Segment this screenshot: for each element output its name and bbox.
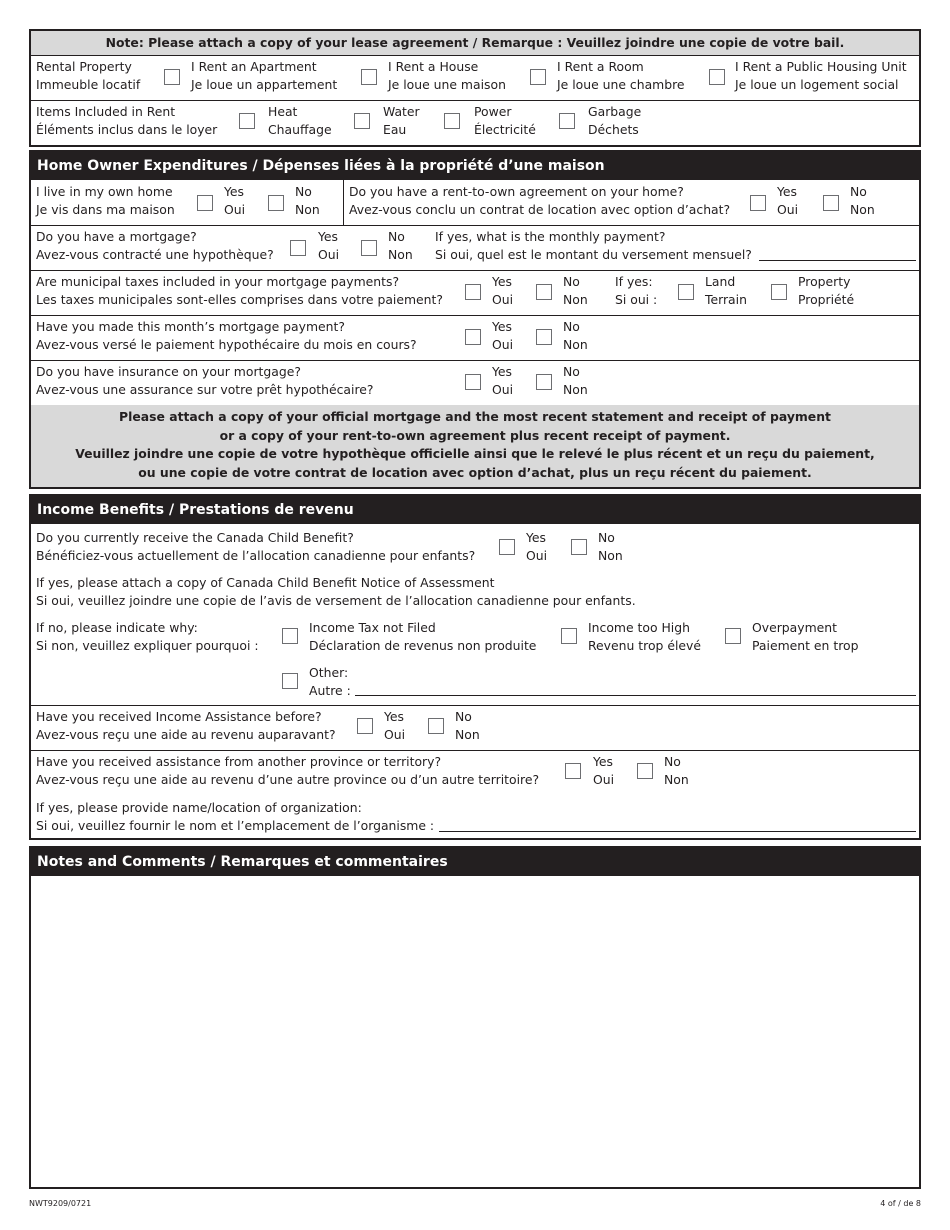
income-header xyxy=(31,496,919,524)
monthly-payment-label-en: If yes, what is the monthly payment? xyxy=(435,229,666,244)
lease-note: Note: Please attach a copy of your lease agreement / Remarque : Veuillez joindre une copie de votre bail. xyxy=(105,35,845,50)
rental-property-label-fr: Immeuble locatif xyxy=(36,77,141,92)
overpayment-checkbox[interactable] xyxy=(725,628,741,644)
other-province-no-en: No xyxy=(664,754,681,769)
rent-room-checkbox[interactable] xyxy=(530,69,546,85)
income-section xyxy=(29,494,921,840)
insurance-no-checkbox[interactable] xyxy=(536,374,552,390)
garbage-checkbox[interactable] xyxy=(559,113,575,129)
power-label-fr: Électricité xyxy=(474,122,536,137)
other-province-label-fr: Avez-vous reçu une aide au revenu d’une autre province ou d’un autre territoire? xyxy=(36,772,540,787)
mortgage-yes-en: Yes xyxy=(318,229,339,244)
water-label-en: Water xyxy=(383,104,420,119)
ccb-yes-en: Yes xyxy=(526,530,547,545)
ccb-attach-en: If yes, please attach a copy of Canada Child Benefit Notice of Assessment xyxy=(36,575,495,590)
own-home-label-fr: Je vis dans ma maison xyxy=(36,202,175,217)
org-name-field[interactable] xyxy=(439,831,916,832)
own-home-label-en: I live in my own home xyxy=(36,184,173,199)
property-checkbox[interactable] xyxy=(771,284,787,300)
lease-note-row xyxy=(31,31,919,56)
rent-to-own-yes-fr: Oui xyxy=(777,202,799,217)
overpayment-en: Overpayment xyxy=(752,620,837,635)
received-before-label-en: Have you received Income Assistance before? xyxy=(36,709,322,724)
income-title: Income Benefits / Prestations de revenu xyxy=(37,502,354,518)
other-province-yes-en: Yes xyxy=(593,754,614,769)
insurance-no-fr: Non xyxy=(563,382,588,397)
notes-section xyxy=(29,846,921,1189)
payment-made-yes-fr: Oui xyxy=(492,337,514,352)
received-before-yes-en: Yes xyxy=(384,709,405,724)
other-province-no-fr: Non xyxy=(664,772,689,787)
heat-label-en: Heat xyxy=(268,104,298,119)
insurance-no-en: No xyxy=(563,364,580,379)
other-reason-checkbox[interactable] xyxy=(282,673,298,689)
payment-made-yes-en: Yes xyxy=(492,319,513,334)
if-yes-label-en: If yes: xyxy=(615,274,653,289)
other-label-fr: Autre : xyxy=(309,683,351,698)
items-included-label-en: Items Included in Rent xyxy=(36,104,176,119)
heat-label-fr: Chauffage xyxy=(268,122,332,137)
other-province-yes-fr: Oui xyxy=(593,772,615,787)
rent-house-label-fr: Je loue une maison xyxy=(388,77,506,92)
land-label-en: Land xyxy=(705,274,736,289)
property-label-fr: Propriété xyxy=(798,292,855,307)
ccb-yes-checkbox[interactable] xyxy=(499,539,515,555)
rent-room-label-en: I Rent a Room xyxy=(557,59,644,74)
rent-apartment-label-en: I Rent an Apartment xyxy=(191,59,317,74)
income-tax-not-filed-checkbox[interactable] xyxy=(282,628,298,644)
property-label-en: Property xyxy=(798,274,851,289)
power-checkbox[interactable] xyxy=(444,113,460,129)
own-home-no-fr: Non xyxy=(295,202,320,217)
mortgage-no-en: No xyxy=(388,229,405,244)
received-before-no-checkbox[interactable] xyxy=(428,718,444,734)
rent-house-checkbox[interactable] xyxy=(361,69,377,85)
mortgage-label-fr: Avez-vous contracté une hypothèque? xyxy=(36,247,274,262)
other-province-no-checkbox[interactable] xyxy=(637,763,653,779)
rent-public-housing-label-en: I Rent a Public Housing Unit xyxy=(735,59,907,74)
municipal-taxes-label-en: Are municipal taxes included in your mortgage payments? xyxy=(36,274,400,289)
mortgage-row xyxy=(31,225,919,271)
municipal-taxes-yes-checkbox[interactable] xyxy=(465,284,481,300)
form-id: NWT9209/0721 xyxy=(29,1199,92,1208)
water-label-fr: Eau xyxy=(383,122,407,137)
payment-made-row xyxy=(31,315,919,361)
rental-property-row xyxy=(31,55,919,101)
ccb-attach-fr: Si oui, veuillez joindre une copie de l’avis de versement de l’allocation canadienne pour enfants. xyxy=(36,593,636,608)
other-province-block xyxy=(31,750,919,838)
payment-made-no-en: No xyxy=(563,319,580,334)
own-home-yes-fr: Oui xyxy=(224,202,246,217)
municipal-taxes-yes-en: Yes xyxy=(492,274,513,289)
land-label-fr: Terrain xyxy=(705,292,747,307)
mortgage-label-en: Do you have a mortgage? xyxy=(36,229,197,244)
ccb-no-en: No xyxy=(598,530,615,545)
rent-house-label-en: I Rent a House xyxy=(388,59,479,74)
items-included-row xyxy=(31,100,919,145)
org-name-label-en: If yes, please provide name/location of organization: xyxy=(36,800,362,815)
water-checkbox[interactable] xyxy=(354,113,370,129)
attach-note-line-4: ou une copie de votre contrat de location avec option d’achat, plus un reçu récent du paiement. xyxy=(138,465,812,480)
mortgage-no-checkbox[interactable] xyxy=(361,240,377,256)
rent-section xyxy=(29,29,921,147)
received-before-yes-fr: Oui xyxy=(384,727,406,742)
income-too-high-checkbox[interactable] xyxy=(561,628,577,644)
org-name-label-fr: Si oui, veuillez fournir le nom et l’emplacement de l’organisme : xyxy=(36,818,435,833)
rent-room-label-fr: Je loue une chambre xyxy=(557,77,685,92)
own-home-no-checkbox[interactable] xyxy=(268,195,284,211)
power-label-en: Power xyxy=(474,104,512,119)
insurance-yes-en: Yes xyxy=(492,364,513,379)
payment-made-yes-checkbox[interactable] xyxy=(465,329,481,345)
land-checkbox[interactable] xyxy=(678,284,694,300)
overpayment-fr: Paiement en trop xyxy=(752,638,859,653)
other-province-label-en: Have you received assistance from another province or territory? xyxy=(36,754,442,769)
items-included-label-fr: Éléments inclus dans le loyer xyxy=(36,122,218,137)
own-home-yes-en: Yes xyxy=(224,184,245,199)
payment-made-no-checkbox[interactable] xyxy=(536,329,552,345)
rent-public-housing-label-fr: Je loue un logement social xyxy=(735,77,899,92)
home-owner-section xyxy=(29,150,921,489)
rent-apartment-label-fr: Je loue un appartement xyxy=(191,77,338,92)
payment-made-no-fr: Non xyxy=(563,337,588,352)
other-label-en: Other: xyxy=(309,665,349,680)
own-home-no-en: No xyxy=(295,184,312,199)
rent-to-own-no-en: No xyxy=(850,184,867,199)
monthly-payment-label-fr: Si oui, quel est le montant du versement mensuel? xyxy=(435,247,752,262)
income-too-high-fr: Revenu trop élevé xyxy=(588,638,701,653)
home-owner-title: Home Owner Expenditures / Dépenses liées à la propriété d’une maison xyxy=(37,158,605,174)
rent-apartment-checkbox[interactable] xyxy=(164,69,180,85)
other-reason-field[interactable] xyxy=(355,695,916,696)
received-before-label-fr: Avez-vous reçu une aide au revenu auparavant? xyxy=(36,727,336,742)
notes-header xyxy=(31,848,919,876)
municipal-taxes-row xyxy=(31,270,919,316)
page-number: 4 of / de 8 xyxy=(880,1199,921,1208)
ccb-block xyxy=(31,524,919,706)
ccb-label-en: Do you currently receive the Canada Child Benefit? xyxy=(36,530,354,545)
ccb-no-fr: Non xyxy=(598,548,623,563)
notes-textarea[interactable] xyxy=(31,876,919,1187)
mortgage-no-fr: Non xyxy=(388,247,413,262)
mortgage-yes-fr: Oui xyxy=(318,247,340,262)
payment-made-label-en: Have you made this month’s mortgage payment? xyxy=(36,319,345,334)
rent-to-own-no-checkbox[interactable] xyxy=(823,195,839,211)
income-tax-not-filed-en: Income Tax not Filed xyxy=(309,620,436,635)
received-before-row xyxy=(31,705,919,751)
municipal-taxes-yes-fr: Oui xyxy=(492,292,514,307)
municipal-taxes-no-en: No xyxy=(563,274,580,289)
received-before-no-fr: Non xyxy=(455,727,480,742)
insurance-label-en: Do you have insurance on your mortgage? xyxy=(36,364,301,379)
rent-to-own-yes-checkbox[interactable] xyxy=(750,195,766,211)
heat-checkbox[interactable] xyxy=(239,113,255,129)
insurance-yes-fr: Oui xyxy=(492,382,514,397)
attach-note-line-3: Veuillez joindre une copie de votre hypothèque officielle ainsi que le relevé le plus récent et un reçu du paiement, xyxy=(75,446,875,461)
rent-to-own-label-en: Do you have a rent-to-own agreement on your home? xyxy=(349,184,684,199)
home-owner-header xyxy=(31,152,919,180)
insurance-label-fr: Avez-vous une assurance sur votre prêt hypothécaire? xyxy=(36,382,374,397)
attach-note-line-2: or a copy of your rent-to-own agreement plus recent receipt of payment. xyxy=(219,428,731,443)
if-yes-label-fr: Si oui : xyxy=(615,292,658,307)
ccb-label-fr: Bénéficiez-vous actuellement de l’allocation canadienne pour enfants? xyxy=(36,548,476,563)
own-home-yes-checkbox[interactable] xyxy=(197,195,213,211)
payment-made-label-fr: Avez-vous versé le paiement hypothécaire du mois en cours? xyxy=(36,337,417,352)
municipal-taxes-no-checkbox[interactable] xyxy=(536,284,552,300)
rental-property-label-en: Rental Property xyxy=(36,59,132,74)
ccb-no-checkbox[interactable] xyxy=(571,539,587,555)
mortgage-attach-note xyxy=(31,405,919,487)
rent-to-own-yes-en: Yes xyxy=(777,184,798,199)
if-no-label-fr: Si non, veuillez expliquer pourquoi : xyxy=(36,638,259,653)
insurance-row xyxy=(31,360,919,406)
received-before-yes-checkbox[interactable] xyxy=(357,718,373,734)
rent-to-own-no-fr: Non xyxy=(850,202,875,217)
rent-public-housing-checkbox[interactable] xyxy=(709,69,725,85)
insurance-yes-checkbox[interactable] xyxy=(465,374,481,390)
rent-to-own-label-fr: Avez-vous conclu un contrat de location avec option d’achat? xyxy=(349,202,731,217)
municipal-taxes-no-fr: Non xyxy=(563,292,588,307)
attach-note-line-1: Please attach a copy of your official mortgage and the most recent statement and receipt of payment xyxy=(119,409,831,424)
row-divider xyxy=(343,180,344,225)
monthly-payment-field[interactable] xyxy=(759,260,916,261)
garbage-label-en: Garbage xyxy=(588,104,642,119)
other-province-yes-checkbox[interactable] xyxy=(565,763,581,779)
garbage-label-fr: Déchets xyxy=(588,122,639,137)
income-too-high-en: Income too High xyxy=(588,620,690,635)
municipal-taxes-label-fr: Les taxes municipales sont-elles comprises dans votre paiement? xyxy=(36,292,443,307)
own-home-row xyxy=(31,180,919,226)
received-before-no-en: No xyxy=(455,709,472,724)
if-no-label-en: If no, please indicate why: xyxy=(36,620,198,635)
notes-title: Notes and Comments / Remarques et commentaires xyxy=(37,854,448,870)
income-tax-not-filed-fr: Déclaration de revenus non produite xyxy=(309,638,537,653)
mortgage-yes-checkbox[interactable] xyxy=(290,240,306,256)
ccb-yes-fr: Oui xyxy=(526,548,548,563)
